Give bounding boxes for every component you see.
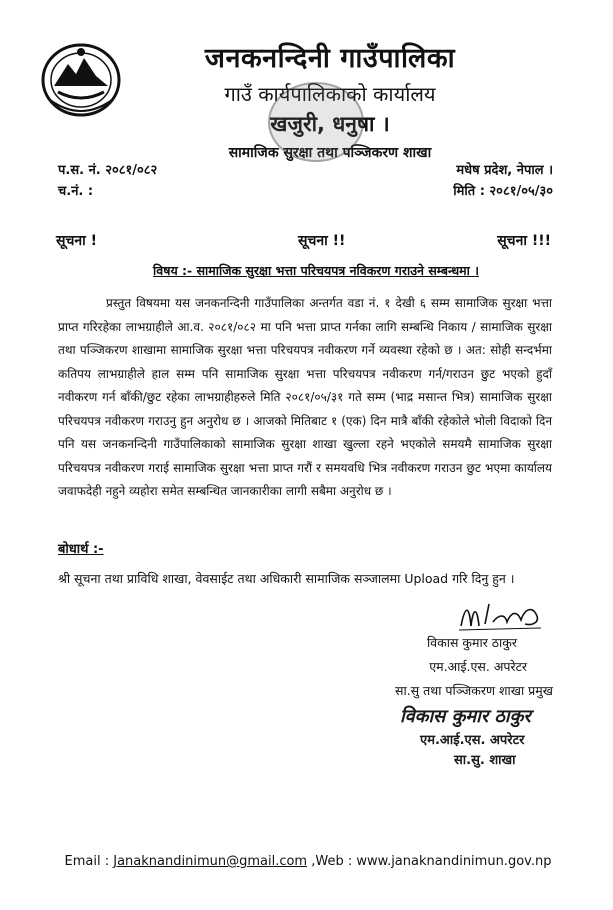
fyi-text: श्री सूचना तथा प्राविधि शाखा, वेवसाईट तथा अधिकारी सामाजिक सञ्जालमा Upload गरि दिनु हुन । (58, 571, 515, 586)
email-label: Email : (64, 854, 114, 869)
website-link[interactable]: www.janaknandinimun.gov.np (356, 854, 552, 869)
handwritten-signature (455, 596, 545, 636)
unit-stamp: सा.सु. शाखा (454, 753, 516, 768)
office-seal-stamp (268, 82, 364, 162)
fyi-heading: बोधार्थ :- (58, 542, 104, 557)
body-paragraph: प्रस्तुत विषयमा यस जनकनन्दिनी गाउँपालिका अन्तर्गत वडा नं. १ देखी ६ सम्म सामाजिक सुरक्षा भत्ता प्राप्त गरिरहेका लाभग्राहीले आ.व. २०८१/०८२ मा पनि भत्ता प्राप्त गर्नका लागि सम्बन्धि निकाय / सामाजिक सुरक्षा तथा पञ्जिकरण शाखामा सामाजिक सुरक्षा भत्ता परिचयपत्र नवीकरण गर्ने व्यवस्था रहेको छ । अत: सोही सन्दर्भमा कतिपय लाभग्राहीले हाल सम्म पनि सामाजिक सुरक्षा भत्ता परिचयपत्र नवीकरण गर्न/गराउन छुट भएको हुदाँ नवीकरण गर्न बाँकी/छुट रहेका लाभग्राहीहरुले मिति २०८१/०५/३१ गते सम्म (भाद्र मसान्त भित्र) सामाजिक सुरक्षा परिचयपत्र नवीकरण गराउनु हुन अनुरोध छ । आजको मितिबाट १ (एक) दिन मात्रै बाँकी रहेकोले भोली विदाको दिन पनि यस जनकनन्दिनी गाउँपालिकाको सामाजिक सुरक्षा शाखा खुल्ला रहने भएकोले समयमै सामाजिक सुरक्षा परिचयपत्र नवीकरण गराई सामाजिक सुरक्षा भत्ता प्राप्त गरौं र समयवधि भित्र नवीकरण गराउन छुट भएमा कार्यालय जवाफदेही नहुने व्यहोरा समेत सम्बन्धित जानकारीका लागी सबैमा अनुरोध छ । (58, 296, 552, 498)
notice-heading-2: सूचना !! (298, 233, 346, 249)
dispatch-number: च.नं. : (58, 184, 94, 199)
reference-number: प.स. नं. २०८१/०८२ (58, 163, 158, 178)
subject-line: विषय :- सामाजिक सुरक्षा भत्ता परिचयपत्र नविकरण गराउने सम्बन्धमा । (153, 263, 479, 278)
notice-heading-3: सूचना !!! (497, 233, 551, 249)
title-stamp: एम.आई.एस. अपरेटर (420, 733, 525, 748)
notice-heading-1: सूचना ! (56, 233, 98, 249)
signatory-title: एम.आई.एस. अपरेटर (429, 659, 527, 674)
letter-date: मिति : २०८१/०५/३० (453, 184, 553, 199)
name-stamp: विकास कुमार ठाकुर (400, 706, 531, 727)
municipality-name: जनकनन्दिनी गाउँपालिका (204, 43, 456, 74)
web-label: ,Web : (307, 854, 357, 869)
province: मधेष प्रदेश, नेपाल । (456, 163, 553, 178)
nepal-emblem-logo (40, 42, 122, 118)
signatory-name: विकास कुमार ठाकुर (426, 635, 517, 650)
footer-contact (58, 854, 558, 869)
branch-name: सामाजिक सुरक्षा तथा पञ्जिकरण शाखा (228, 145, 432, 161)
office-name: गाउँ कार्यपालिकाको कार्यालय (224, 82, 436, 106)
office-location: खजुरी, धनुषा । (270, 112, 390, 136)
signatory-role: सा.सु तथा पञ्जिकरण शाखा प्रमुख (395, 683, 553, 698)
email-link[interactable]: Janaknandinimun@gmail.com (113, 854, 308, 869)
